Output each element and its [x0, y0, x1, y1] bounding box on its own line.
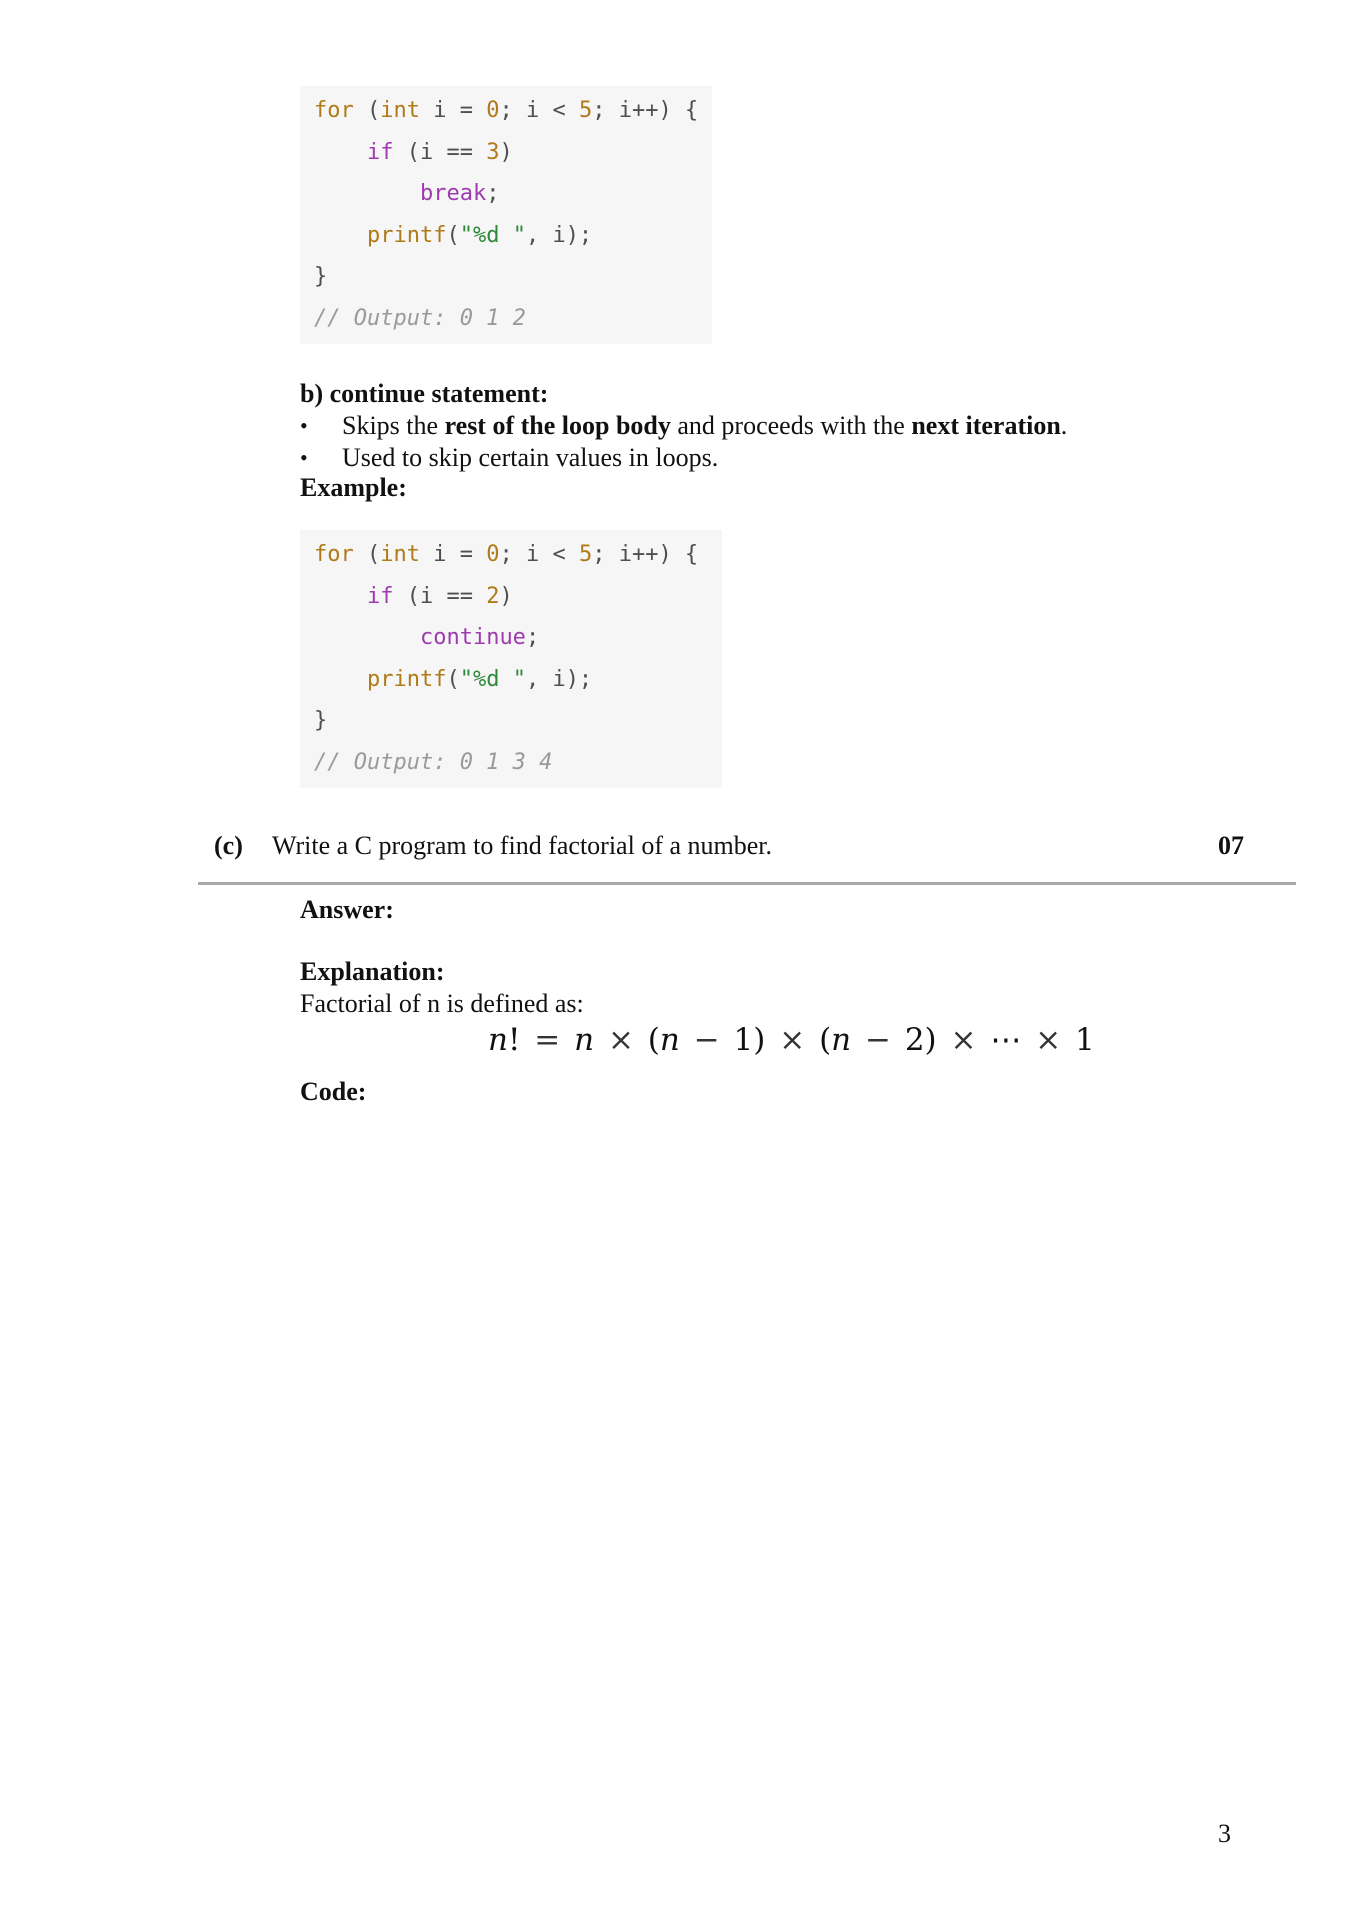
bullet1-bold-a: rest of the loop body	[444, 411, 671, 440]
bullet-item-1	[342, 410, 1067, 442]
bullet-dot: •	[300, 413, 308, 438]
code-label: Code:	[300, 1077, 367, 1106]
explanation-text: Factorial of n is defined as:	[300, 989, 584, 1018]
example-label: Example:	[300, 473, 407, 502]
code-line: for (int i = 0; i < 5; i++) {	[314, 98, 699, 123]
code-block-continue-example	[300, 530, 722, 788]
bullet1-text-c: .	[1060, 411, 1068, 440]
code-line: // Output: 0 1 2	[314, 305, 526, 331]
code-line: printf("%d ", i);	[366, 222, 593, 248]
question-label: (c)	[214, 831, 243, 860]
bullet1-text-a: Skips the	[342, 411, 445, 440]
answer-label: Answer:	[300, 895, 394, 924]
question-text: Write a C program to find factorial of a number.	[272, 831, 773, 860]
bullet1-bold-b: next iteration	[911, 411, 1061, 440]
bullet-dot: •	[300, 445, 308, 470]
code-line: if (i == 3)	[366, 139, 513, 165]
explanation-label: Explanation:	[300, 957, 445, 986]
factorial-formula: n! = n × (n − 1) × (n − 2) × ⋯ × 1	[488, 1022, 1095, 1058]
code-line: continue;	[419, 625, 540, 650]
bullet1-text-b: and proceeds with the	[670, 411, 912, 440]
code-line: }	[314, 708, 328, 733]
bullet-item-2: Used to skip certain values in loops.	[342, 443, 719, 472]
code-line: if (i == 2)	[366, 583, 513, 609]
code-line: }	[314, 264, 328, 289]
question-marks: 07	[1218, 831, 1244, 860]
code-line: break;	[419, 181, 500, 206]
divider-line	[198, 882, 1296, 885]
code-line: printf("%d ", i);	[366, 666, 593, 692]
code-line: // Output: 0 1 3 4	[314, 749, 553, 775]
page-number: 3	[1218, 1819, 1231, 1848]
continue-heading: b) continue statement:	[300, 379, 549, 408]
code-block-break-example	[300, 86, 712, 344]
code-line: for (int i = 0; i < 5; i++) {	[314, 542, 699, 567]
